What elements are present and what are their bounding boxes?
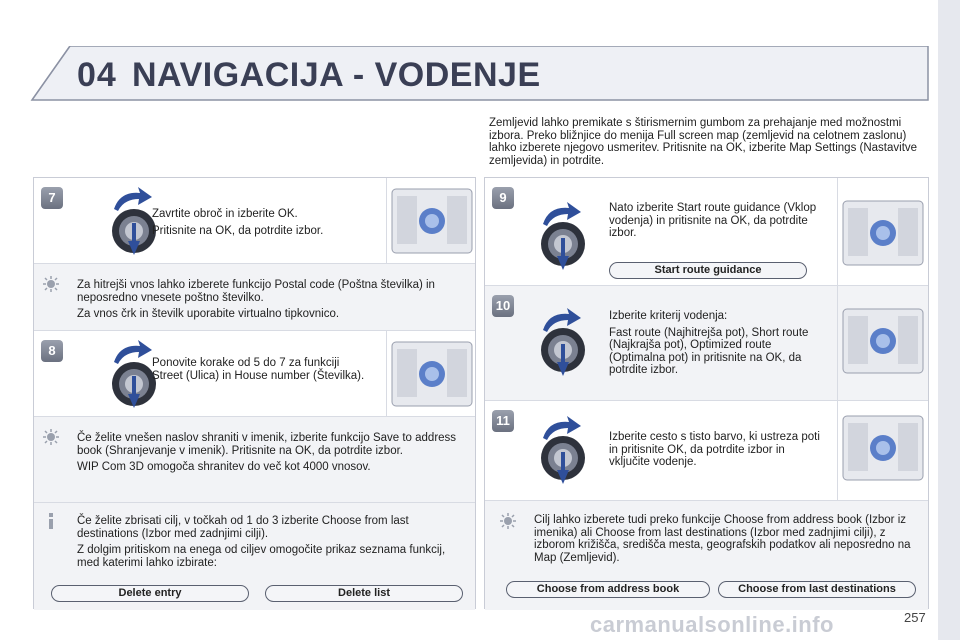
divider xyxy=(837,178,838,285)
step-badge: 7 xyxy=(41,187,63,209)
left-panel xyxy=(33,177,476,609)
right-panel xyxy=(484,177,929,609)
step-badge: 9 xyxy=(492,187,514,209)
info-delete-text xyxy=(77,515,462,573)
step-8-text: Ponovite korake od 5 do 7 za funkciji Street (Ulica) in House number (Številka). xyxy=(152,357,365,382)
tip-sun-icon xyxy=(43,276,59,292)
step-7-text xyxy=(152,208,382,241)
step-9-row xyxy=(485,178,928,286)
radio-panel-icon xyxy=(391,341,473,407)
step-8-row xyxy=(34,331,475,417)
step-11-row xyxy=(485,401,928,501)
tip-save-line1: Če želite vnešen naslov shraniti v imenik, izberite funkcijo Save to address book (Shranjevanje v imenik). Pritisnite na OK, da potrdite izbor. xyxy=(77,432,457,457)
divider xyxy=(837,401,838,500)
step-10-line1: Izberite kriterij vodenja: xyxy=(609,310,728,322)
delete-list-button[interactable]: Delete list xyxy=(265,585,463,602)
chapter-number: 04 xyxy=(77,56,117,94)
page-edge-strip xyxy=(938,0,960,640)
choose-last-destinations-button[interactable]: Choose from last destinations xyxy=(718,581,916,598)
intro-text: Zemljevid lahko premikate s štirismernim gumbom za prehajanje med možnostmi izbora. Preko bližnjice do menija Full screen map (zemljevid na celotnem zaslonu) lahko izberete njegovo usmeritev. Pritisnite na OK, izberite Map Settings (Nastavitve zemljevida) in potrdite. xyxy=(489,117,918,167)
tip-destination-row xyxy=(485,501,928,610)
tip-sun-icon xyxy=(500,513,516,529)
delete-entry-button[interactable]: Delete entry xyxy=(51,585,249,602)
info-delete-line2: Z dolgim pritiskom na enega od ciljev omogočite prikaz seznama funkcij, med katerimi lahko izbirate: xyxy=(77,544,446,569)
tip-postal-code-row xyxy=(34,264,475,331)
step-7-line1: Zavrtite obroč in izberite OK. xyxy=(152,208,298,220)
radio-panel-icon xyxy=(842,308,924,374)
radio-panel-icon xyxy=(391,188,473,254)
step-10-row xyxy=(485,286,928,401)
step-7-line2: Pritisnite na OK, da potrdite izbor. xyxy=(152,224,324,237)
radio-panel-icon xyxy=(842,200,924,266)
step-9-text: Nato izberite Start route guidance (Vklop vodenja) in pritisnite na OK, da potrdite izbor. xyxy=(609,202,817,239)
tip-save-text xyxy=(77,432,462,478)
step-10-text xyxy=(609,310,824,381)
tip-postal-line1: Za hitrejši vnos lahko izberete funkcijo Postal code (Poštna številka) in neposredno vnesete poštno številko. xyxy=(77,279,435,304)
divider xyxy=(386,331,387,416)
tip-postal-text xyxy=(77,279,457,325)
page-number: 257 xyxy=(904,610,926,625)
tip-destination-text: Cilj lahko izberete tudi preko funkcije Choose from address book (Izbor iz imenika) ali Choose from last destinations (Izbor med zadnjimi cilji), z izborom križišča, središča mesta, geografskih podatkov ali neposredno na Map (Zemljevid). xyxy=(534,514,911,564)
info-delete-row xyxy=(34,503,475,610)
choose-address-book-button[interactable]: Choose from address book xyxy=(506,581,710,598)
page-title: NAVIGACIJA - VODENJE xyxy=(132,56,541,94)
rotary-knob-icon xyxy=(533,298,593,384)
step-badge: 10 xyxy=(492,295,514,317)
tip-save-line2: WIP Com 3D omogoča shranitev do več kot 4000 vnosov. xyxy=(77,461,371,473)
divider xyxy=(837,286,838,400)
info-icon xyxy=(43,513,59,529)
start-route-guidance-button[interactable]: Start route guidance xyxy=(609,262,807,279)
divider xyxy=(386,178,387,263)
step-10-line2: Fast route (Najhitrejša pot), Short route (Najkrajša pot), Optimized route (Optimalna pot) in pritisnite na OK, da potrdite izbor. xyxy=(609,326,809,376)
radio-panel-icon xyxy=(842,415,924,481)
step-badge: 11 xyxy=(492,410,514,432)
rotary-knob-icon xyxy=(533,406,593,492)
tip-postal-line2: Za vnos črk in številk uporabite virtualno tipkovnico. xyxy=(77,308,340,320)
step-badge: 8 xyxy=(41,340,63,362)
info-delete-line1: Če želite zbrisati cilj, v točkah od 1 do 3 izberite Choose from last destinations (Izbor med zadnjimi cilji). xyxy=(77,515,409,540)
step-7-row xyxy=(34,178,475,264)
tip-sun-icon xyxy=(43,429,59,445)
rotary-knob-icon xyxy=(533,192,593,278)
watermark: carmanualsonline.info xyxy=(590,612,834,637)
tip-save-address-row xyxy=(34,417,475,503)
step-11-text: Izberite cesto s tisto barvo, ki ustreza poti in pritisnite OK, da potrdite izbor in vključite vodenje. xyxy=(609,431,820,468)
